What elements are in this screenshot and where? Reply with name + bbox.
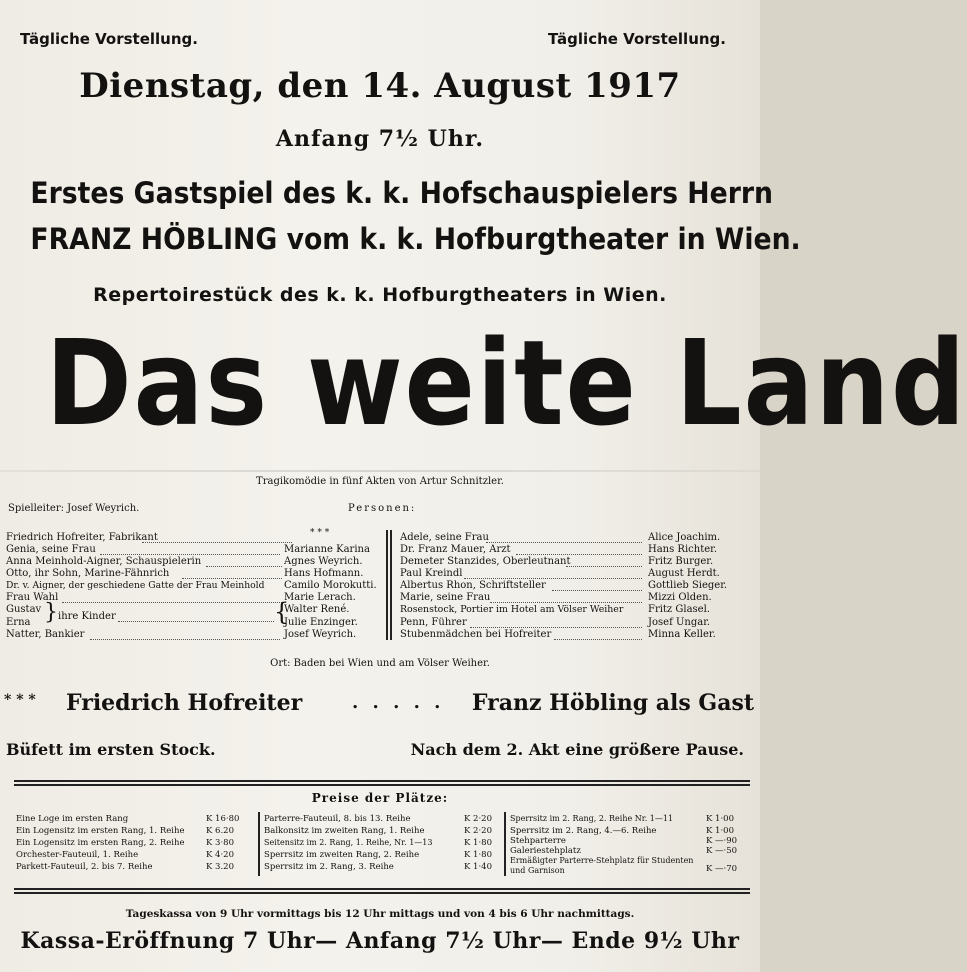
cast-row bbox=[6, 568, 169, 579]
cast-row bbox=[6, 544, 96, 555]
cast-role: Marie, seine Frau bbox=[400, 592, 491, 603]
price-value: K —·70 bbox=[706, 864, 738, 874]
prices-rule-top bbox=[14, 780, 750, 782]
feature-leader: . . . . . bbox=[352, 692, 445, 713]
pause-note: Nach dem 2. Akt eine größere Pause. bbox=[410, 740, 744, 759]
dot-leader bbox=[566, 558, 642, 567]
prices-divider bbox=[504, 812, 506, 876]
cast-row bbox=[6, 580, 265, 591]
price-value: K 1·00 bbox=[706, 814, 734, 824]
prices-heading: Preise der Plätze: bbox=[311, 791, 449, 805]
cast-row bbox=[6, 532, 158, 543]
children-label: ihre Kinder bbox=[58, 611, 116, 622]
price-label: Eine Loge im ersten Rang bbox=[16, 814, 129, 824]
price-value: K 6.20 bbox=[206, 826, 234, 836]
start-time: Anfang 7½ Uhr. bbox=[275, 126, 485, 152]
cast-actor: August Herdt. bbox=[648, 568, 720, 579]
cast-actor: Julie Enzinger. bbox=[284, 617, 358, 628]
price-label: Balkonsitz im zweiten Rang, 1. Reihe bbox=[264, 826, 425, 836]
price-value: K 3.20 bbox=[206, 862, 234, 872]
dot-leader bbox=[62, 594, 282, 603]
price-value: K 1·00 bbox=[706, 826, 734, 836]
cast-actor: Minna Keller. bbox=[648, 629, 716, 640]
price-label: Sperrsitz im 2. Rang, 4.—6. Reihe bbox=[510, 826, 657, 836]
cast-role: Dr. v. Aigner, der geschiedene Gatte der Frau Meinhold bbox=[6, 580, 265, 591]
price-value: K 1·80 bbox=[464, 850, 492, 860]
brace: { bbox=[274, 598, 290, 626]
cast-role: Demeter Stanzides, Oberleutnant bbox=[400, 556, 571, 567]
price-value: K —·90 bbox=[706, 836, 738, 846]
dot-leader bbox=[90, 631, 280, 640]
feature-role: Friedrich Hofreiter bbox=[66, 690, 303, 716]
dot-leader bbox=[464, 570, 642, 579]
dot-leader bbox=[142, 534, 292, 543]
director-credit: Spielleiter: Josef Weyrich. bbox=[8, 503, 140, 514]
cast-role: Anna Meinhold-Aigner, Schauspielerin bbox=[6, 556, 202, 567]
performance-date: Dienstag, den 14. August 1917 bbox=[79, 66, 681, 106]
price-value: K 2·20 bbox=[464, 826, 492, 836]
price-label: Orchester-Fauteuil, 1. Reihe bbox=[16, 850, 139, 860]
price-label: Sperrsitz im 2. Rang, 3. Reihe bbox=[264, 862, 394, 872]
dot-leader bbox=[554, 631, 642, 640]
prices-rule-bottom-2 bbox=[14, 892, 750, 894]
cast-actor: Alice Joachim. bbox=[648, 532, 721, 543]
box-office-hours: Tageskassa von 9 Uhr vormittags bis 12 Uhr mittags und von 4 bis 6 Uhr nachmittags. bbox=[125, 908, 635, 920]
times-line: Kassa-Eröffnung 7 Uhr— Anfang 7½ Uhr— Ende 9½ Uhr bbox=[20, 928, 740, 954]
price-label: Sperrsitz im zweiten Rang, 2. Reihe bbox=[264, 850, 420, 860]
prices-rule-bottom bbox=[14, 888, 750, 890]
cast-row bbox=[6, 617, 30, 628]
cast-role: Paul Kreindl bbox=[400, 568, 463, 579]
column-divider bbox=[390, 530, 392, 640]
dot-leader bbox=[100, 546, 280, 555]
cast-role: Albertus Rhon, Schriftsteller bbox=[400, 580, 546, 591]
cast-role: Rosenstock, Portier im Hotel am Völser Weiher bbox=[400, 604, 624, 615]
prices-divider bbox=[258, 812, 260, 876]
price-label: Parterre-Fauteuil, 8. bis 13. Reihe bbox=[264, 814, 411, 824]
price-label: Ein Logensitz im ersten Rang, 1. Reihe bbox=[16, 826, 185, 836]
price-value: K 2·20 bbox=[464, 814, 492, 824]
price-value: K 1·80 bbox=[464, 838, 492, 848]
cast-role: Friedrich Hofreiter, Fabrikant bbox=[6, 532, 158, 543]
cast-role: Gustav bbox=[6, 604, 42, 615]
dot-leader bbox=[182, 570, 282, 579]
cast-actor: Walter René. bbox=[284, 604, 350, 615]
price-label: Galeriestehplatz bbox=[510, 846, 581, 856]
dot-leader bbox=[470, 619, 642, 628]
cast-role: Stubenmädchen bei Hofreiter bbox=[400, 629, 552, 640]
cast-actor: Hans Hofmann. bbox=[284, 568, 364, 579]
persons-heading: Personen: bbox=[348, 503, 417, 514]
cast-actor: Hans Richter. bbox=[648, 544, 717, 555]
price-label: Ein Logensitz im ersten Rang, 2. Reihe bbox=[16, 838, 185, 848]
cast-actor: Josef Ungar. bbox=[648, 617, 711, 628]
buffet-note: Büfett im ersten Stock. bbox=[6, 740, 216, 759]
cast-actor: Mizzi Olden. bbox=[648, 592, 712, 603]
dot-leader bbox=[490, 594, 642, 603]
daily-performance-right: Tägliche Vorstellung. bbox=[548, 30, 726, 48]
dot-leader bbox=[206, 558, 282, 567]
dot-leader bbox=[118, 613, 274, 622]
cast-role: Frau Wahl bbox=[6, 592, 59, 603]
dot-leader bbox=[552, 582, 642, 591]
cast-role: Natter, Bankier bbox=[6, 629, 85, 640]
price-label: Ermäßigter Parterre-Stehplatz für Studenten und Garnison bbox=[510, 856, 694, 875]
price-value: K 16·80 bbox=[206, 814, 240, 824]
guest-line-2: FRANZ HÖBLING vom k. k. Hofburgtheater in Wien. bbox=[30, 222, 801, 256]
price-value: K 3·80 bbox=[206, 838, 234, 848]
daily-performance-left: Tägliche Vorstellung. bbox=[20, 30, 198, 48]
prices-rule-top-2 bbox=[14, 784, 750, 786]
cast-role: Otto, ihr Sohn, Marine-Fähnrich bbox=[6, 568, 170, 579]
cast-role: Erna bbox=[6, 617, 31, 628]
brace: } bbox=[44, 600, 58, 625]
dot-leader bbox=[486, 534, 642, 543]
feature-guest: Franz Höbling als Gast bbox=[471, 690, 754, 716]
cast-role: Adele, seine Frau bbox=[400, 532, 489, 543]
cast-actor: Marie Lerach. bbox=[284, 592, 356, 603]
cast-actor: Agnes Weyrich. bbox=[284, 556, 363, 567]
cast-actor: Fritz Glasel. bbox=[648, 604, 710, 615]
cast-actor: Marianne Karina bbox=[284, 544, 370, 555]
cast-row bbox=[6, 629, 84, 640]
play-subtitle: Tragikomödie in fünf Akten von Artur Schnitzler. bbox=[256, 476, 504, 487]
location-line: Ort: Baden bei Wien und am Völser Weiher. bbox=[270, 658, 490, 669]
play-title: Das weite Land bbox=[45, 314, 967, 452]
price-value: K —·50 bbox=[706, 846, 738, 856]
feature-marker: * * * bbox=[4, 692, 36, 708]
cast-actor: Camilo Morokutti. bbox=[284, 580, 377, 591]
price-label: Parkett-Fauteuil, 2. bis 7. Reihe bbox=[16, 862, 153, 872]
guest-line-1: Erstes Gastspiel des k. k. Hofschauspielers Herrn bbox=[30, 176, 774, 210]
price-label: Seitensitz im 2. Rang, 1. Reihe, Nr. 1—13 bbox=[264, 838, 433, 847]
cast-actor: Fritz Burger. bbox=[648, 556, 714, 567]
cast-actor: * * * bbox=[310, 528, 330, 538]
cast-row bbox=[6, 604, 41, 615]
column-divider bbox=[386, 530, 388, 640]
repertoire-line: Repertoirestück des k. k. Hofburgtheaters in Wien. bbox=[93, 284, 667, 306]
cast-row bbox=[6, 556, 201, 567]
cast-role: Genia, seine Frau bbox=[6, 544, 96, 555]
cast-role: Dr. Franz Mauer, Arzt bbox=[400, 544, 511, 555]
price-value: K 1·40 bbox=[464, 862, 492, 872]
cast-actor: Gottlieb Sieger. bbox=[648, 580, 728, 591]
dot-leader bbox=[516, 546, 642, 555]
cast-role: Penn, Führer bbox=[400, 617, 467, 628]
price-value: K 4·20 bbox=[206, 850, 234, 860]
price-label: Stehparterre bbox=[510, 836, 566, 846]
price-label: Sperrsitz im 2. Rang, 2. Reihe Nr. 1—11 bbox=[510, 814, 674, 823]
cast-actor: Josef Weyrich. bbox=[284, 629, 357, 640]
